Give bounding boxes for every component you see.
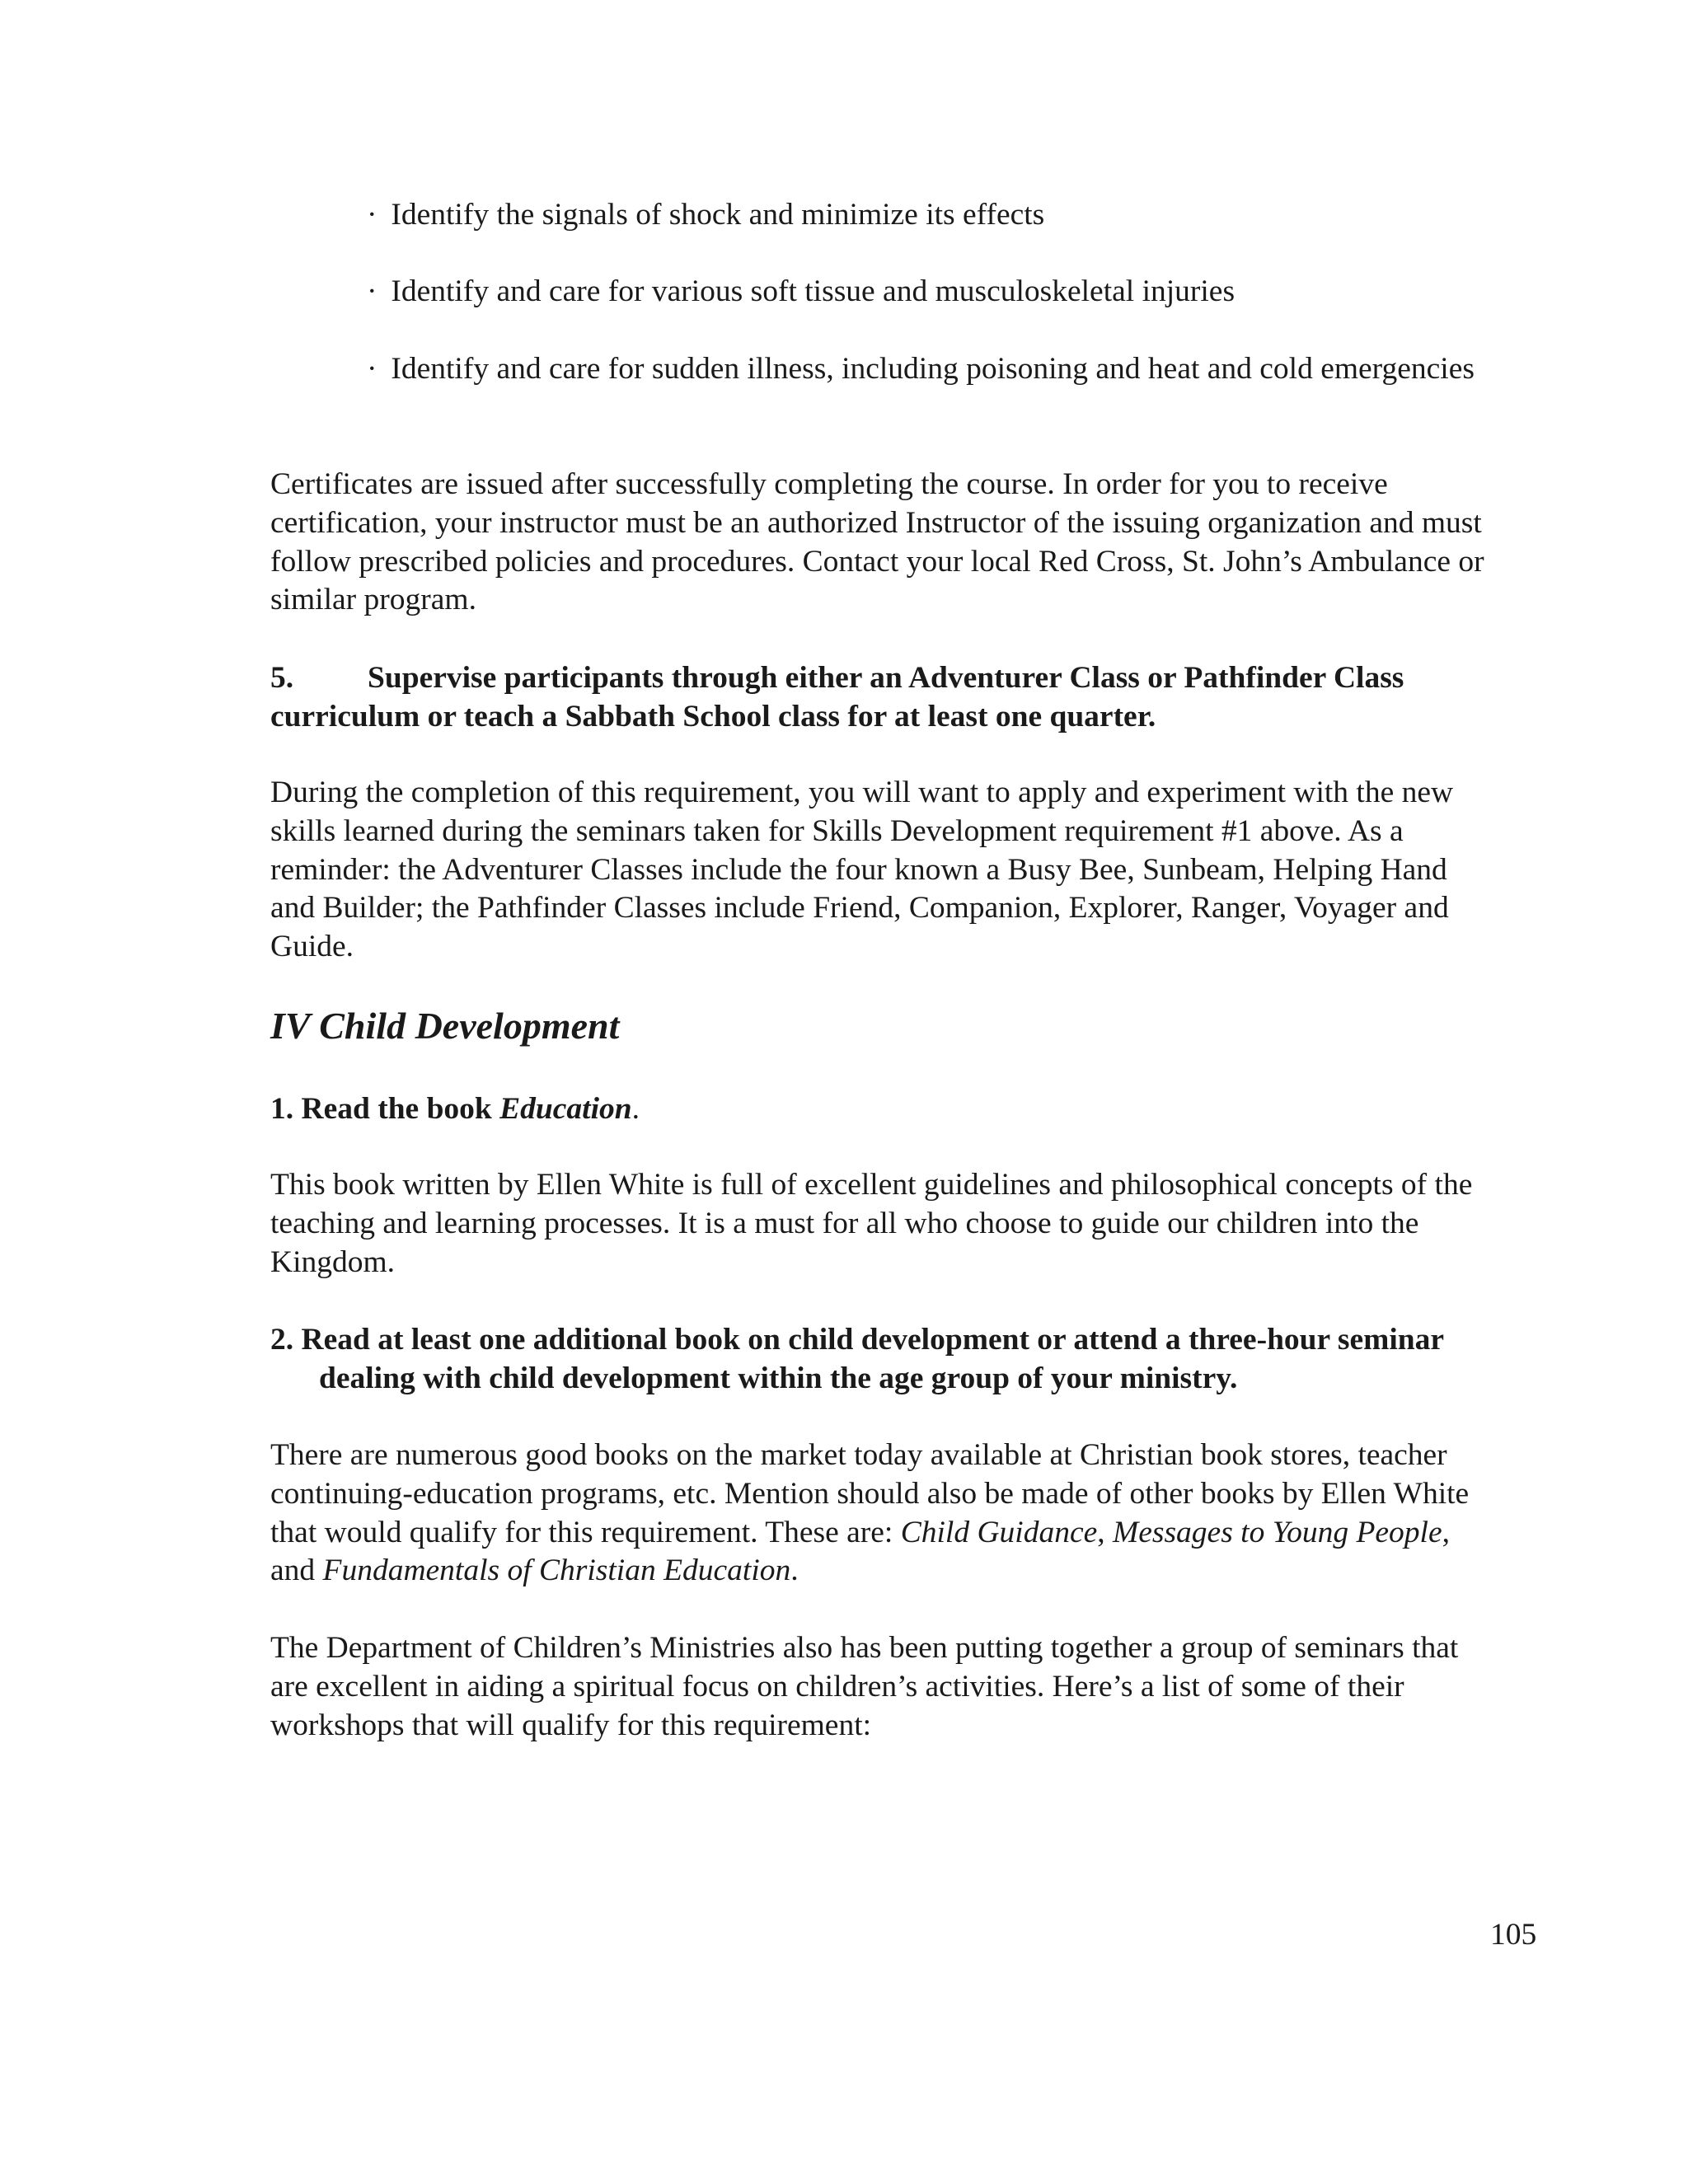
department-paragraph: The Department of Children’s Ministries also has been putting together a group of seminars that are excellent in aiding a spiritual focus on children’s activities. Here’s a list of some of their workshops that will qualify for this requirement: bbox=[270, 1631, 1459, 1742]
section-heading: IV Child Development bbox=[270, 1005, 620, 1047]
bullet-marker: · bbox=[367, 274, 377, 308]
bullet-text: Identify and care for sudden illness, including poisoning and heat and cold emergencies bbox=[391, 352, 1475, 386]
book-title: Education bbox=[499, 1092, 632, 1126]
separator: , and bbox=[270, 1515, 1450, 1588]
requirement-text: Supervise participants through either an Adventurer Class or Pathfinder Class curriculum or teach a Sabbath School class for at least one quarter. bbox=[270, 661, 1404, 733]
bullet-item bbox=[367, 350, 1488, 389]
bullet-text: Identify the signals of shock and minimize its effects bbox=[391, 198, 1045, 232]
book-title: Fundamentals of Christian Education bbox=[322, 1554, 791, 1588]
cd-requirement-1-paragraph: This book written by Ellen White is full of excellent guidelines and philosophical concepts of the teaching and learning processes. It is a must for all who choose to guide our children into the Kingdom. bbox=[270, 1168, 1473, 1279]
requirement-number: 5. bbox=[270, 661, 294, 695]
bullet-item bbox=[367, 196, 1488, 235]
period: . bbox=[790, 1554, 799, 1588]
separator: , bbox=[1097, 1515, 1113, 1549]
bullet-marker: · bbox=[367, 352, 377, 386]
paragraph-intro: There are numerous good books on the market today available at Christian book stores, teacher continuing-education programs, etc. Mention should also be made of other books by Ellen White that would qualify for this requirement. These are: bbox=[270, 1438, 1470, 1549]
bullet-item bbox=[367, 273, 1488, 312]
bullet-marker: · bbox=[367, 198, 377, 232]
page-number: 105 bbox=[1490, 1918, 1537, 1952]
cd-requirement-1-prefix: 1. Read the book bbox=[270, 1092, 500, 1126]
certificates-paragraph: Certificates are issued after successfully completing the course. In order for you to receive certification, your instructor must be an authorized Instructor of the issuing organization and must follow prescribed policies and procedures. Contact your local Red Cross, St. John’s Ambulance or similar program. bbox=[270, 467, 1484, 617]
bullet-text: Identify and care for various soft tissue and musculoskeletal injuries bbox=[391, 274, 1236, 308]
book-title: Child Guidance bbox=[900, 1515, 1098, 1549]
book-title: Messages to Young People bbox=[1112, 1515, 1442, 1549]
requirement-5-heading bbox=[270, 659, 1490, 737]
cd-requirement-2-heading: 2. Read at least one additional book on child development or attend a three-hour seminar dealing with child development within the age group of your ministry. bbox=[270, 1323, 1444, 1395]
requirement-5-paragraph: During the completion of this requirement, you will want to apply and experiment with the new skills learned during the seminars taken for Skills Development requirement #1 above. As a reminder: the Adventurer Classes include the four known a Busy Bee, Sunbeam, Helping Hand and Builder; the Pathfinder Classes include Friend, Companion, Explorer, Ranger, Voyager and Guide. bbox=[270, 776, 1454, 964]
cd-requirement-1-heading bbox=[270, 1090, 1490, 1129]
cd-requirement-2-paragraph bbox=[270, 1436, 1490, 1591]
cd-requirement-1-suffix: . bbox=[631, 1092, 640, 1126]
